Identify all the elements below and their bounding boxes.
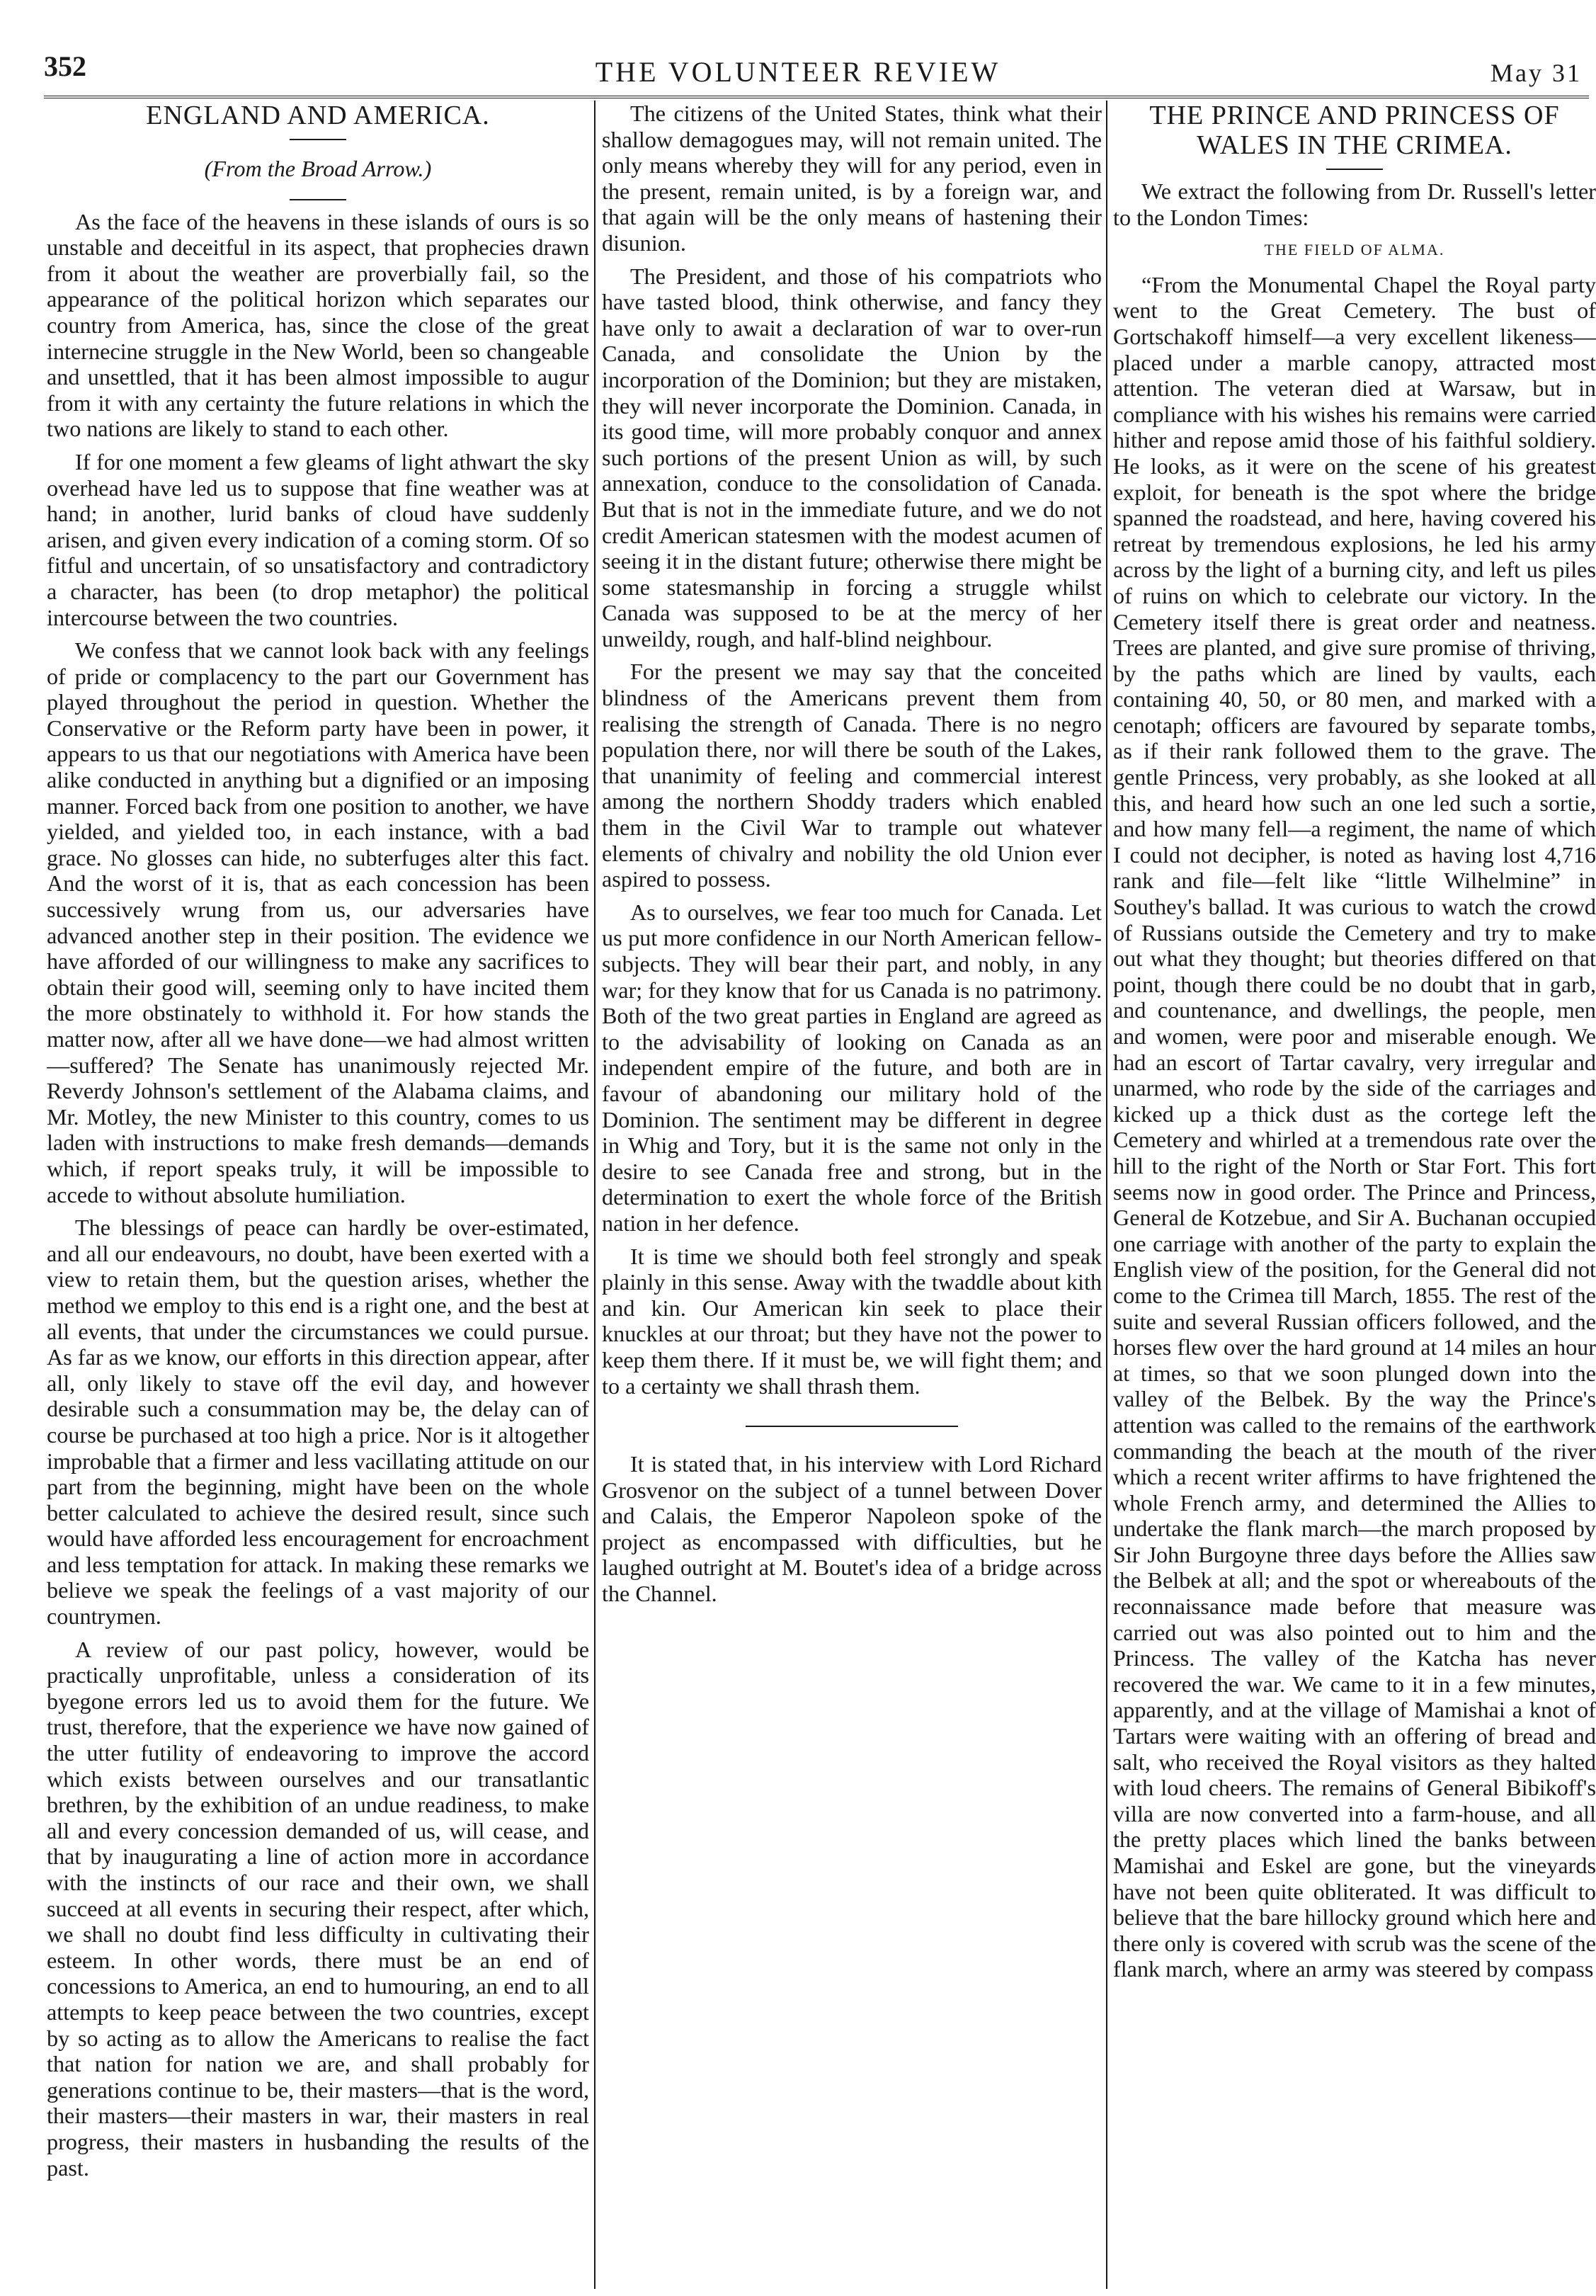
article-paragraph: As to ourselves, we fear too much for Canada. Let us put more confidence in our North American fellow-subjects. They will bear their part, and nobly, in any war; for they know that for us Canada is no patrimony. Both of the two great parties in England are agreed as to the advisability of looking on Canada as an independent empire of the future, and both are in favour of abandoning our military hold of the Dominion. The sentiment may be different in degree in Whig and Tory, but it is the same not only in the desire to see Canada free and strong, but in the determination to exert the whole force of the British nation in her defence.	[602, 899, 1102, 1236]
section-rule	[746, 1426, 958, 1427]
article-paragraph: For the present we may say that the conceited blindness of the Americans prevent them from realising the strength of Canada. There is no negro population there, nor will there be south of the Lakes, that unanimity of feeling and commercial interest among the northern Shoddy traders which enabled them in the Civil War to trample out whatever elements of chivalry and nobility the old Union ever aspired to possess.	[602, 659, 1102, 892]
article-intro: We extract the following from Dr. Russell's letter to the London Times:	[1113, 178, 1596, 230]
title-rule	[1326, 169, 1383, 170]
article-paragraph: As the face of the heavens in these islands of ours is so unstable and deceitful in its aspect, that prophecies drawn from it about the weather are proverbially fail, so the appearance of the political horizon which separates our country from America, has, since the close of the great internecine struggle in the New World, been so changeable and unsettled, that it has been almost impossible to augur from it with any certainty the future relations in which the two nations are likely to stand to each other.	[47, 208, 589, 442]
article-title: ENGLAND AND AMERICA.	[146, 101, 490, 130]
article-subheading: THE FIELD OF ALMA.	[1264, 241, 1445, 259]
column-2	[602, 101, 1102, 2282]
column-3	[1113, 101, 1596, 2282]
article-paragraph: It is time we should both feel strongly and speak plainly in this sense. Away with the twaddle about kith and kin. Our American kin seek to place their knuckles at our throat; but they have not the power to keep them there. If it must be, we will fight them; and to a certainty we shall thrash them.	[602, 1243, 1102, 1399]
article-source: (From the Broad Arrow.)	[204, 156, 432, 181]
running-title: THE VOLUNTEER REVIEW	[595, 56, 1001, 88]
column-rule	[1106, 101, 1107, 2289]
article-paragraph: We confess that we cannot look back with any feelings of pride or complacency to the part our Government has played throughout the period in question. Whether the Conservative or the Reform party have been in power, it appears to us that our negotiations with America have been alike conducted in anything but a dignified or an imposing manner. Forced back from one position to another, we have yielded, and yielded too, in each instance, with a bad grace. No glosses can hide, no subterfuges alter this fact. And the worst of it is, that as each concession has been successively wrung from us, our adversaries have advanced another step in their position. The evidence we have afforded of our willingness to make any sacrifices to obtain their good will, seeming only to have incited them the more obstinately to withhold it. For how stands the matter now, after all we have done—we had almost written—suffered? The Senate has unanimously rejected Mr. Reverdy Johnson's settlement of the Alabama claims, and Mr. Motley, the new Minister to this country, comes to us laden with instructions to make fresh demands—demands which, if report speaks truly, it will be impossible to accede to without absolute humiliation.	[47, 637, 589, 1207]
article-paragraph: The blessings of peace can hardly be over-estimated, and all our endeavours, no doubt, have been exerted with a view to retain them, but the question arises, whether the method we employ to this end is a right one, and the best at all events, that under the circumstances we could pursue. As far as we know, our efforts in this direction appear, after all, only likely to stave off the evil day, and however desirable such a consummation may be, the delay can of course be purchased at too high a price. Nor is it altogether improbable that a firmer and less vacillating attitude on our part from the beginning, might have been on the whole better calculated to achieve the desired result, since such would have afforded less encouragement for encroachment and less temptation for attack. In making these remarks we believe we speak the feelings of a vast majority of our countrymen.	[47, 1215, 589, 1630]
header-rule	[44, 96, 1589, 98]
column-1	[47, 101, 589, 2282]
title-rule	[290, 139, 346, 140]
article-title: THE PRINCE AND PRINCESS OF WALES IN THE CRIMEA.	[1149, 101, 1560, 160]
source-rule	[290, 199, 346, 200]
article-paragraph: A review of our past policy, however, would be practically unprofitable, unless a consideration of its byegone errors led us to avoid them for the future. We trust, therefore, that the experience we have now gained of the utter futility of endeavoring to improve the accord which exists between ourselves and our transatlantic brethren, by the exhibition of an undue readiness, to make all and every concession demanded of us, will cease, and that by inaugurating a line of action more in accordance with the instincts of our race and their own, we shall succeed at all events in securing their respect, after which, we shall no doubt find less difficulty in cultivating their esteem. In other words, there must be an end of concessions to America, an end to humouring, an end to all attempts to keep peace between the two countries, except by so acting as to allow the Americans to realise the fact that nation for nation we are, and shall probably for generations continue to be, their masters—that is the word, their masters—their masters in war, their masters in real progress, their masters in husbanding the results of the past.	[47, 1636, 589, 2181]
column-rule	[594, 101, 595, 2289]
article-paragraph: The President, and those of his compatriots who have tasted blood, think otherwise, and fancy they have only to await a declaration of war to over-run Canada, and consolidate the Union by the incorporation of the Dominion; but they are mistaken, they will never incorporate the Dominion. Canada, in its good time, will more probably conquor and annex such portions of the present Union as will, by such annexation, conduce to the consolidation of Canada. But that is not in the immediate future, and we do not credit American statesmen with the modest acumen of seeing it in the distant future; otherwise there might be some statesmanship in forcing a struggle whilst Canada was supposed to be at the mercy of her unweildy, rough, and half-blind neighbour.	[602, 263, 1102, 652]
article-paragraph: The citizens of the United States, think what their shallow demagogues may, will not remain united. The only means whereby they will for any period, even in the present, remain united, is by a foreign war, and that again will be the only means of hastening their disunion.	[602, 101, 1102, 256]
page-number: 352	[44, 50, 86, 82]
article-paragraph: If for one moment a few gleams of light athwart the sky overhead have led us to suppose that fine weather was at hand; in another, lurid banks of cloud have suddenly arisen, and given every indication of a coming storm. Of so fitful and uncertain, of so unsatisfactory and contradictory a character, has been (to drop metaphor) the political intercourse between the two countries.	[47, 448, 589, 630]
article-paragraph: “From the Monumental Chapel the Royal party went to the Great Cemetery. The bust of Gortschakoff himself—a very excellent likeness—placed under a marble canopy, attracted most attention. The veteran died at Warsaw, but in compliance with his wishes his remains were carried hither and repose amid those of his faithful soldiery. He looks, as it were on the scene of his greatest exploit, for beneath is the spot where the bridge spanned the roadstead, and here, having covered his retreat by tremendous explosions, he led his army across by the light of a burning city, and left us piles of ruins on which to celebrate our victory. In the Cemetery itself there is great order and neatness. Trees are planted, and give sure promise of thriving, by the paths which are lined by vaults, each containing 40, 50, or 80 men, and marked with a cenotaph; officers are favoured by separate tombs, as if their rank followed them to the grave. The gentle Princess, very probably, as she looked at all this, and heard how such an one led such a sortie, and how many fell—a regiment, the name of which I could not decipher, is noted as having lost 4,716 rank and file—felt like “little Wilhelmine” in Southey's ballad. It was curious to watch the crowd of Russians outside the Cemetery and try to make out what they thought; but theories differed on that point, though there could be no doubt that in garb, and countenance, and dwellings, the people, men and women, were poor and miserable enough. We had an escort of Tartar cavalry, very irregular and unarmed, who rode by the side of the carriages and kicked up a thick dust as the cortege left the Cemetery and whirled at a tremendous rate over the hill to the right of the North or Star Fort. This fort seems now in good order. The Prince and Princess, General de Kotzebue, and Sir A. Buchanan occupied one carriage with another of the party to explain the English view of the position, for the General did not come to the Crimea till March, 1855. The rest of the suite and several Russian officers followed, and the horses flew over the hard ground at 14 miles an hour at times, so that we soon plunged down into the valley of the Belbek. By the way the Prince's attention was called to the remains of the earthwork commanding the beach at the mouth of the river which a recent writer affirms to have frightened the whole French army, and determined the Allies to undertake the flank march—the march proposed by Sir John Burgoyne three days before the Allies saw the Belbek at all; and the spot or whereabouts of the reconnaissance made before that measure was carried out was also pointed out to him and the Princess. The valley of the Katcha has never recovered the war. We came to it in a few minutes, apparently, and at the village of Mamishai a knot of Tartars were waiting with an offering of bread and salt, who received the Royal visitors as they halted with loud cheers. The remains of General Bibikoff's villa are now converted into a farm-house, and all the pretty places which lined the banks between Mamishai and Eskel are gone, but the vineyards have not been quite obliterated. It was difficult to believe that the bare hillocky ground which here and there only is covered with scrub was the scene of the flank march, where an army was steered by compass	[1113, 271, 1596, 1982]
page-header	[0, 0, 1596, 99]
news-note: It is stated that, in his interview with Lord Richard Grosvenor on the subject of a tunnel between Dover and Calais, the Emperor Napoleon spoke of the project as encompassed with difficulties, but he laughed outright at M. Boutet's idea of a bridge across the Channel.	[602, 1451, 1102, 1607]
issue-date: May 31	[1490, 59, 1582, 87]
